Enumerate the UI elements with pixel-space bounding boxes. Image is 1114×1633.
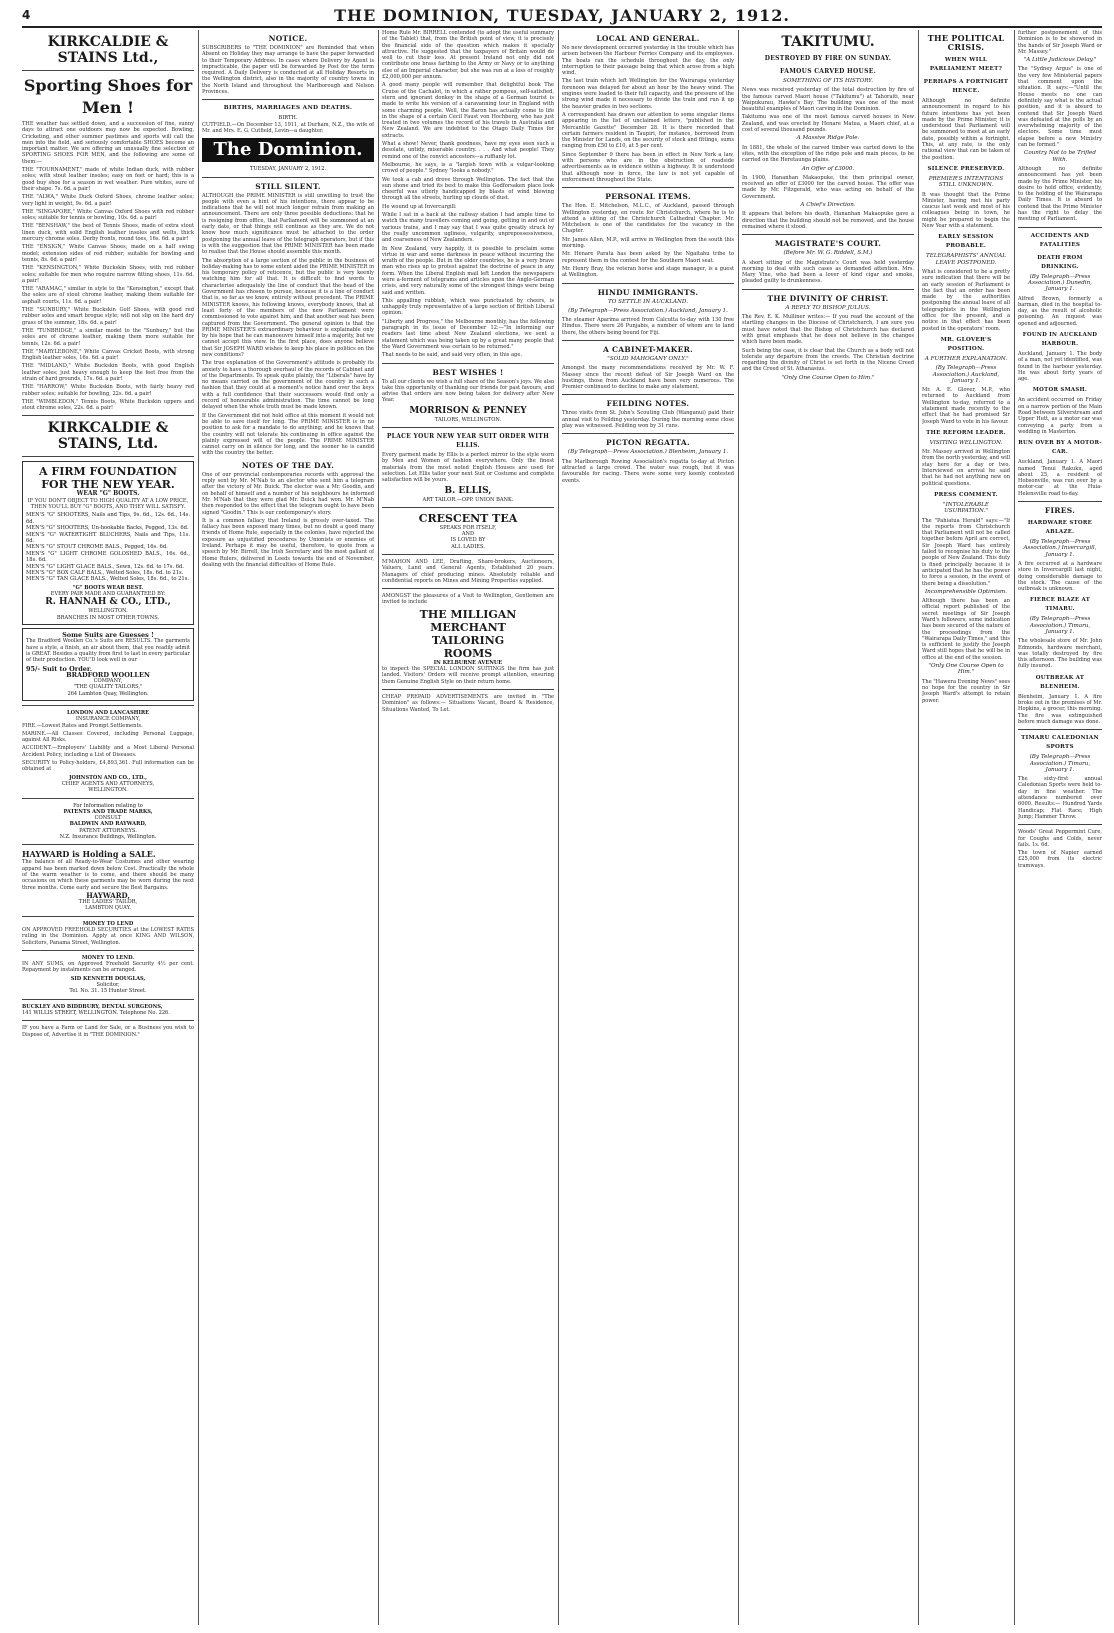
hannah-headline-2: FOR THE NEW YEAR.: [41, 478, 175, 492]
personal-paragraph: Mr. Henare Parata has been asked by the Ngaitahu tribe to represent them in the contest for the Southern Maori seat.: [562, 251, 734, 264]
local-paragraph: The last train which left Wellington for the Wairarapa yesterday forenoon was delayed for about an hour by the heavy wind. The engines were loaded to their full capacity, and the pressure of the strong wind made it necessary to divide the train and run it up the heavier grades in two sections.: [562, 78, 734, 110]
dominion-logo: The Dominion.: [202, 138, 374, 162]
boot-line: MEN'S "G" LIGHT CHROME GOLOSHED BALS., 16s. 6d., 18s. 6d.: [26, 550, 190, 564]
column-3: [382, 30, 554, 1625]
glover-sub: A FURTHER EXPLANATION.: [924, 355, 1008, 362]
milligan-line: THE MILLIGAN: [419, 607, 517, 621]
ad-item: THE "WIMBLEDON," Tennis Boots, White Buckskin uppers and stout chrome soles, 22s. 6d. a pair!: [22, 398, 194, 412]
patents-address: N.Z. Insurance Buildings, Wellington.: [59, 834, 157, 841]
blenheim-paragraph: Blenheim, January 1. A fire broke out in the premises of Mr. Hopkins, a grocer, this morning. The fire was extinguished before much damage was done.: [1018, 693, 1102, 725]
notes-heading: NOTES OF THE DAY.: [241, 460, 335, 470]
column-rule: [738, 30, 739, 1625]
insurance-city: WELLINGTON.: [88, 787, 128, 794]
only-heading: "Only One Course Open to Him.": [928, 663, 1004, 676]
takitumu-paragraph: News was received yesterday of the total destruction by fire of the famous carved Maori house ("Takitumu") at Tahoraiti, near Waipukurau, Hawke's Bay. The building was one of the most beautiful examples of Maori carving in the Dominion.: [742, 87, 914, 113]
ad-item: THE "TOURNAMENT," made of white Indian duck, with rubber soles; with stout leather insoles; easy on feet or hard; this is a good buy shoe for a season in wet weather. Pure whites, sure of their shape. 7s. 6d. a pair!: [22, 167, 194, 192]
morrison-sub: TAILORS, WELLINGTON.: [434, 416, 502, 423]
hardware-paragraph: A fire occurred at a hardware store in Invercargill last night, doing considerable damage to the stock. The cause of the outbreak is unknown.: [1018, 560, 1102, 593]
boot-line: MEN'S "G" WATERTIGHT BLUCHERS, Nails and Tips, 11s. 6d.: [26, 531, 190, 544]
editorial-heading: STILL SILENT.: [255, 181, 321, 191]
bradford-name: BRADFORD WOOLLEN: [66, 670, 150, 679]
column-1: [22, 30, 194, 1625]
incomp-heading: Incomprehensible Optimism.: [924, 588, 1008, 595]
hannah-guarantee: EVERY PAIR MADE AND GUARANTEED BY:: [50, 591, 166, 598]
hayward-body: The balance of all Ready-to-Wear Costumes and other wearing apparel has been marked down below Cost. Practically the whole of the warm weather is to come, and there should be many occasions on which these garments may be worn during the next three months. Come early and secure the Best Bargains.: [22, 859, 194, 891]
article-paragraph: Melbourne, he says, is a "largish town with a vulgar-looking crowd of people." Sydney "looks a nobody.": [382, 161, 554, 175]
early-heading: EARLY SESSION PROBABLE.: [938, 234, 994, 250]
ridge-paragraph: In 1881, the whole of the carved timber was carted down to the sites, with the exception of the ridge pole and main pieces, to be carried on the Heretaunga plains.: [742, 144, 914, 164]
insurance-accident: ACCIDENT.—Employers' Liability and a Most Liberal Personal Accident Policy, including a List of Diseases.: [22, 745, 194, 758]
bradford-company: COMPANY,: [93, 678, 123, 685]
fires-heading: FIRES.: [1044, 506, 1076, 516]
patents-firm: BALDWIN AND RAYWARD,: [69, 821, 147, 828]
hayward-address: LAMBTON QUAY.: [85, 905, 131, 912]
column-6: [922, 30, 1010, 1625]
crisis-subhead: Country Not to be Trifled With.: [1024, 150, 1096, 163]
milligan-line: MERCHANT: [430, 620, 506, 634]
hayward-name: HAYWARD,: [86, 890, 130, 900]
crisis-paragraph: Although no definite announcement in regard to his future intentions has yet been made by the Prime Minister, it is understood that Parliament will be summoned to meet at an early date, possibly within a fortnight. This, at any rate, is the only rational view that can be taken of the position.: [922, 98, 1010, 161]
column-5: [742, 30, 914, 1625]
notice-heading: NOTICE.: [268, 34, 308, 43]
cabinet-paragraph: Amongst the many recommendations received by Mr. W. F. Massey since the recent defeat of Sir Joseph Ward on the hustings, those from Auckland have been very numerous. The Premier continued to decline to make any statement.: [562, 365, 734, 391]
suits-body: The Bradford Woollen Co.'s Suits are RESULTS. The garments have a style, a finish, an air about them, that you readily admit is GREAT. Besides a quality from first to last in every particular of their production. YOU'D look well in our: [26, 638, 190, 664]
ad-item: THE "ALWA," White Duck Oxford Shoes, chrome leather soles; very light in weight, 9s. 6d. a pair!: [22, 194, 194, 207]
article-paragraph: What a show! Never, thank goodness, have my eyes seen such a desolate, untidy, miserable country. . . . And what people! They remind one of the convict ancestors—a ruffianly lot.: [382, 141, 554, 160]
hannah-ad: [22, 461, 194, 625]
article-paragraph: Home Rule Mr. BIRRELL contended (to adopt the useful summary of the Tablet) that, from the British point of view, it is precisely the financial side of the question which makes it specially attractive. He suggested that the taxpayers of Britain would do well to cut their loss. At present Ireland not only did not contribute one brass farthing to the Army or Navy or to anything else of an Imperial character, but she was run at a loss of roughly £2,000,000 per annum.: [382, 30, 554, 81]
column-rule: [1014, 30, 1015, 1625]
patents-role: PATENT ATTORNEYS.: [79, 827, 137, 834]
article-paragraph: That needs to be said, and said very often, in this age.: [382, 352, 522, 359]
mahon-ad: M'MAHON AND LEE, Drafting, Share-brokers, Auctioneers, Valuers, Land and General Agents, Established 20 years. Managers of chief producing mines. Absolutely reliable and confidential reports on Mines and Mining Properties supplied.: [382, 559, 554, 584]
births-heading: BIRTHS, MARRIAGES AND DEATHS.: [223, 105, 353, 112]
hayward-role: THE LADIES' TAILOR,: [78, 899, 138, 906]
leader-heading: THE REFORM LEADER.: [926, 429, 1006, 436]
divinity-paragraph: Such being the case, it is clear that the Church as a body will not tolerate any departure from the creeds. The Christian doctrine regarding the divinity of Christ is set forth in the Nicene Creed and the Creed of St. Athanasius.: [742, 347, 914, 373]
hindu-heading: HINDU IMMIGRANTS.: [597, 287, 699, 297]
ad-intro: THE weather has settled down, and a succession of fine, sunny days to attract one outdoors may now be expected. Bowling, Cricketing, and other summer pastimes and sports will call the men into the field, and seriously comfortable SHOES become an important matter. We are offering an unusually fine selection of SPORTING SHOES FOR MEN, and the following are some of them:—: [22, 121, 194, 165]
drink-paragraph: Alfred Brown, formerly a barman, died in the hospital to-day, as the result of alcoholic poisoning. An inquest was opened and adjourned.: [1018, 295, 1102, 327]
sports-paragraph: The sixty-first annual Caledonian Sports were held to-day in fine weather. The attendance numbered over 6000. Results:— Hundred Yards Handicap; Flat Race; High Jump; Hammer Throw.: [1018, 776, 1102, 820]
silence-paragraph: It was thought that the Prime Minister, having met his party caucus last week and most of his colleagues being in town, he might be prepared to begin the New Year with a statement.: [922, 191, 1010, 230]
notes-paragraph: It is a common fallacy that Ireland is grossly over-taxed. The fallacy has been exposed many times, but no doubt a good many friends of Home Rule, especially in the colonies, have rejected the exposure as unjustified procedures by Unionists or enemies of Ireland. Perhaps it may be useful, therefore, to quote from a speech by Mr. Birrell, the Irish Secretary and the most gallant of Home Rulers, delivered in Leeds towards the end of November, dealing with the financial difficulties of Home Rule.: [202, 517, 374, 568]
personal-paragraph: The Hon. E. Mitchelson, M.L.C., of Auckland, passed through Wellington yesterday, en route for Christchurch, where he is to attend a sitting of the Christchurch Cathedral Chapter. Mr. Mitchelson is one of the candidates for the vacancy in the Chapter.: [562, 203, 734, 235]
insurance-marine: MARINE.—All Classes Covered, including Personal Luggage, against All Risks.: [22, 730, 194, 744]
hindu-source: (By Telegraph—Press Association.) Auckland, January 1.: [568, 307, 728, 314]
ridge-heading: A Massive Ridge Pole.: [796, 135, 860, 142]
column-rule: [378, 30, 379, 1625]
money-body: ON APPROVED FREEHOLD SECURITIES at the LOWEST RATES ruling in the Dominion. Apply at once KING AND WILSON, Solicitors, Panama Street, Wellington.: [22, 927, 194, 946]
picton-paragraph: The Marlborough Rowing Association's regatta to-day at Picton attracted a large crowd. The water was rough, but it was favourable for racing. There were some very keenly contested events.: [562, 458, 734, 484]
birth-notice: CUTFIELD.—On December 13, 1911, at Durham, N.Z., the wife of Mr. and Mrs. E. G. Cutfield, Levin—a daughter.: [202, 121, 374, 134]
takitumu-sub: DESTROYED BY FIRE ON SUNDAY.: [764, 55, 892, 62]
feilding-paragraph: Three visits from St. John's Scouting Club (Wanganui) paid their annual visit to Feilding yesterday. During the morning some close play was witnessed. Feilding won by 31 runs.: [562, 410, 734, 430]
timaru-source: (By Telegraph—Press Association.) Timaru, January 1.: [1029, 616, 1091, 635]
column-rule: [198, 30, 199, 1625]
court-heading: MAGISTRATE'S COURT.: [774, 239, 882, 249]
patents-consult: CONSULT: [94, 815, 122, 822]
editorial-paragraph: The absorption of a large section of the public in the business of holiday-making has to some extent aided the PRIME MINISTER in his temporary policy of reticence, but the public is very keenly watching him for all that. It is difficult to find words to characterise adequately the line of conduct that the head of the Government has chosen to pursue, because it is a line of conduct that is, so far as we know, entirely without precedent. The PRIME MINISTER knows, his following knows, everybody knows, that at least forty of the members of the new Parliament were commissioned to vote against him, and that another seat has been captured from the Government. The general opinion is that the PRIME MINISTER'S extraordinary behaviour is explainable only by his hope that he can manoeuvre himself into a majority, but we cannot accept this view. In the first place, does anyone believe that Sir JOSEPH WARD wishes to keep his place in politics on the new conditions?: [202, 257, 374, 358]
boot-line: MEN'S "G" BOX CALF BALS., Welted Soles, 18s. 6d. to 21s.: [26, 570, 184, 577]
local-paragraph: A correspondent has drawn our attention to some singular items appearing in the list of unclaimed letters, "published in the Mercantile Gazette" December 28. It is there recorded that certain farmers resident in Taupiri, for instance, borrowed from the Minister for Lands, on the security of stock and fittings, sums ranging from £50 to £10, at 5 per cent.: [562, 111, 734, 150]
column-rule: [558, 30, 559, 1625]
masthead: [22, 4, 1102, 28]
crisis-continued: further postponement of this Dominion is to be showered in the hands of Sir Joseph Ward or Mr. Massey.": [1018, 30, 1102, 55]
buckley-address: 141 WILLIS STREET, WELLINGTON. Telephone No. 226.: [22, 1009, 170, 1016]
timaru-paragraph: The wholesale store of Mr. John Edmonds, hardware merchant, was totally destroyed by fire this afternoon. The building was fully insured.: [1018, 638, 1102, 670]
local-heading: LOCAL AND GENERAL.: [596, 34, 700, 43]
patents-info: For Information relating to: [73, 802, 143, 809]
local-paragraph: Since September 9 there has been in effect in New York a law, with persons who are in the obstruction of roadside advertisements as in evidence within a highway. It is understood that although now in force, the law is not yet capable of enforcement throughout the State.: [562, 151, 734, 183]
cheap-ad: CHEAP PREPAID ADVERTISEMENTS are invited in "The Dominion" as follows:— Situations Vacant, Board & Residence, Situations Wanted, To Let.: [382, 693, 554, 713]
article-paragraph: This appalling rubbish, which was punctuated by cheers, is unhappily truly representative of a large section of British Liberal opinion.: [382, 297, 554, 317]
crisis-headline: THE POLITICAL CRISIS.: [927, 33, 1005, 52]
advertiser-name: KIRKCALDIE & STAINS Ltd.,: [47, 34, 169, 66]
divinity-subhead: "Only One Course Open to Him.": [781, 374, 875, 381]
money2-body: IN ANY SUMS, on Approved Freehold Security 4½ per cent. Repayment by instalments can be arranged.: [22, 961, 194, 974]
article-paragraph: We took a cab and drove through Wellington. The fact that the sun shone and tried its best to make this Godforsaken place look cheerful was utterly handicapped by blasts of wind blowing through all the streets, hurling up clouds of dust.: [382, 176, 554, 202]
column-7: [1018, 30, 1102, 1625]
silence-heading: SILENCE PRESERVED.: [927, 165, 1005, 172]
hannah-blurb: IF YOU DON'T OBJECT TO HIGH QUALITY AT A LOW PRICE, THEN YOU'LL BUY "G" BOOTS, AND THEY WILL SATISFY.: [27, 497, 189, 511]
takitumu-headline: TAKITUMU.: [781, 34, 875, 50]
personal-paragraph: Mr. Henry Bray, the veteran horse and stage manager, is a guest at Wellington.: [562, 265, 734, 279]
crisis-subhead: "A Little Judicious Delay.": [1023, 57, 1097, 64]
woods-ad: Woods' Great Peppermint Cure, for Coughs and Colds, never fails. 1s. 6d.: [1018, 829, 1102, 848]
drink-heading: DEATH FROM DRINKING.: [1037, 254, 1083, 270]
bradford-address: 264 Lambton Quay, Wellington.: [67, 690, 149, 697]
insurance-sub: INSURANCE COMPANY,: [75, 716, 141, 723]
cabinet-sub: "SOLID MAHOGANY ONLY.": [607, 355, 689, 362]
early-paragraph: What is considered to be a pretty sure indication that there will be an early session of Parliament is the fact that an order has been made by the authorities postponing the annual leave of all telegraphists in the Wellington office for the present, and a notice in that effect has been posted in the operators' room.: [922, 268, 1010, 332]
crisis-continued: The "Sydney Argus" is one of the very few Ministerial papers that comment upon the situation. It says:—"Until the House meets no one can definitely say what is the actual position, and it is absurd to contend that Sir Joseph Ward was defeated at the polls by an overwhelming majority of the electors. Some time must elapse before a new Ministry can be formed.": [1018, 66, 1102, 149]
milligan-body: to inspect the SPECIAL LONDON SUITINGS the firm has just landed. Visitors' Orders will receive prompt attention, ensuring them Genuine English Style on their return home.: [382, 666, 554, 685]
notes-paragraph: One of our provincial contemporaries records with approval the reply sent by Mr. M'Nab to an elector who sent him a telegram after the victory of Mr. Buick. The elector was a Mr. Goodin, and on behalf of himself and a number of his neighbours he informed Mr. M'Nab that they were glad Mr. Buick had won. Mr. M'Nab then responded to the effect that the telegram ought to have been signed "Goodin." This is our contemporary's story.: [202, 471, 374, 516]
boot-line: MEN'S "G" SHOOTERS, Nails and Tips, 9s. 6d., 12s. 6d., 14s. 6d.: [26, 512, 190, 525]
ad-item: THE "TUNBRIDGE," a similar model to the "Sunbury," but the soles are of chrome leather, making them more suitable for tennis, 12s. 6d. a pair!: [22, 327, 194, 347]
tea-line: SPEAKS FOR ITSELF,: [439, 524, 497, 531]
hannah-branches: BRANCHES IN MOST OTHER TOWNS.: [56, 614, 160, 621]
crisis-sub: WHEN WILL PARLIAMENT MEET?: [929, 57, 1003, 72]
court-sub: (Before Mr. W. G. Riddell, S.M.): [783, 250, 873, 257]
insurance-chief: CHIEF AGENTS AND ATTORNEYS,: [61, 780, 155, 787]
suits-price: 95/- Suit to Order.: [26, 664, 92, 673]
drink-source: (By Telegraph—Press Association.) Dunedin, January 1.: [1028, 273, 1092, 293]
takitumu-paragraph: Takitumu was one of the most famous carved houses in New Zealand, and was erected by Henare Matua, a Maori chief, at a cost of several thousand pounds.: [742, 114, 914, 134]
personal-paragraph: Mr. James Allen, M.P., will arrive in Wellington from the south this morning.: [562, 236, 734, 250]
insurance-name: LONDON AND LANCASHIRE: [67, 709, 149, 716]
money2-headline: MONEY TO LEND.: [81, 954, 135, 961]
incomp-paragraph: Although there has been an official report published of the secret meetings of Sir Joseph Ward's followers, some indication has been secured of the nature of the proceedings from the "Wairarapa Daily Times," and this is sufficient to justify the Joseph Ward still hopes that he will be in office at the end of the session.: [922, 598, 1010, 661]
press-heading: PRESS COMMENT.: [934, 491, 998, 498]
ad-item: THE "ENSIGN," White Canvas Shoes, made on a half swing model; extension sides of red rubber; suitable for bowling and tennis, 8s. 6d. a pair!: [22, 244, 194, 263]
hardware-source: (By Telegraph—Press Association.) Invercargill, January 1.: [1023, 539, 1097, 558]
timaru-heading: FIERCE BLAZE AT TIMARU.: [1029, 597, 1091, 613]
sports-heading: TIMARU CALEDONIAN SPORTS: [1021, 735, 1099, 751]
picton-source: (By Telegraph—Press Association.) Blenheim, January 1.: [567, 449, 729, 456]
tea-heading: CRESCENT TEA: [418, 511, 518, 525]
hannah-company: R. HANNAH & CO., LTD.,: [45, 597, 171, 608]
best-wishes-text: To all our clients we wish a full share of the Season's joys. We also take this opportunity of thanking our friends for past favours, and advise that orders are now being taken for delivery after New Year.: [382, 378, 554, 404]
press-paragraph: The "Pahiatua Herald" says:—"If the reports from Christchurch that Parliament will not be called together before April are correct, Sir Joseph Ward has entirely failed to recognise his duty to the people of New Zealand. This duty is fixed principally because it is anticipated that he has the power to force a session, in the event of there being a dissolution.": [922, 517, 1010, 587]
boot-line: MEN'S "G" TAN GLACE BALS., Welted Soles, 18s. 6d., to 21s.: [26, 576, 190, 583]
boot-line: MEN'S "G" STOUT CHROME BALS., Pegged, 16s. 6d.: [26, 544, 168, 551]
ellis-address: ART TAILOR.—OPP. UNION BANK.: [422, 496, 514, 503]
bradford-tailors: "THE QUALITY TAILORS,": [73, 684, 143, 691]
harbour-paragraph: Auckland, January 1. The body of a man, not yet identified, was found in the harbour yesterday. He was about forty years of age.: [1018, 350, 1102, 383]
milligan-line: ROOMS: [443, 646, 493, 660]
article-paragraph: In New Zealand, very happily, it is possible to proclaim some virtue in war and some darkness in peace without incurring the wrath of the people. But in the older countries, he is a very brave man who rises up to protest against the doctrine of peace in any form. When the Liberal English mail left London the newspapers were a-ferment of telegrams and articles upon the Anglo-German crisis, and very naturally some of the strongest things were being said and written.: [382, 245, 554, 296]
ellis-heading: PLACE YOUR NEW YEAR SUIT ORDER WITH ELLIS.: [386, 433, 550, 450]
article-paragraph: A good many people will remember that delightful book The Cruise of the Cachalot, in which a rather pompous, self-satisfied, stern and ignorant donkey in the shape of a German tourist is made to write his version of a caravanning tour in England with some charming people. Well, the Baron has actually come to life in the shape of a certain Cecil Faust von Hochberg, who has just treated in two volumes the record of his travels in Australia and New Zealand. We are indebted to the Otago Daily Times for extracts.: [382, 82, 554, 139]
editorial-paragraph: If the Government did not hold office at this moment it would not be able to save itself for long. The PRIME MINISTER is in no position to ask for a mandate to do anything; and he knows that the country will not tolerate his continuing in office against the plainly expressed will of the people. The PRIME MINISTER cannot carry on in silence for long, and the sooner he is candid with the country the better.: [202, 412, 374, 457]
hayward-headline: HAYWARD is Holding a SALE.: [22, 849, 156, 860]
boot-line: MEN'S "G" LIGHT GLACE BALS., Sewn, 12s. 6d. to 17s. 6d.: [26, 563, 185, 570]
divinity-paragraph: The Rev. E. K. Mulliner writes:— If you read the account of the startling changes in the Diocese of Christchurch, I am sure you must have noted that the Bishop of Christchurch has declared with great emphasis that he does not believe in the changes which have been made.: [742, 314, 914, 346]
glover-heading: MR. GLOVER'S POSITION.: [940, 336, 992, 352]
leader-sub: VISITING WELLINGTON.: [929, 439, 1003, 446]
takitumu-sub: SOMETHING OF ITS HISTORY.: [782, 78, 873, 84]
divinity-heading: THE DIVINITY OF CHRIST.: [767, 293, 889, 303]
column-rule: [918, 30, 919, 1625]
feilding-heading: FEILDING NOTES.: [606, 399, 690, 409]
insurance-security: SECURITY to Policy-holders, £4,893,361. Full information can be obtained at: [22, 760, 194, 773]
motor-paragraph: An accident occurred on Friday on a narrow portion of the Main Road between Silverstream and Upper Hutt, as a motor car was conveying a party from a wedding in Masterton.: [1018, 397, 1102, 435]
accidents-heading: ACCIDENTS AND FATALITIES: [1030, 232, 1090, 248]
birth-label: BIRTH.: [278, 115, 298, 122]
tea-line: IS LOVED BY: [450, 537, 486, 544]
page-number: 4: [22, 8, 31, 22]
milligan-line: TAILORING: [431, 633, 505, 647]
press-sub: "INTOLERABLE USURPATION.": [943, 501, 989, 515]
hardware-heading: HARDWARE STORE ABLAZE.: [1027, 520, 1093, 536]
local-paragraph: No new development occurred yesterday in the trouble which has arisen between the Harbour Ferries Company and its employees. The boats ran the schedule throughout the day, the only interruption to their passage being that which arose from a high wind.: [562, 45, 734, 77]
buckley-headline: BUCKLEY AND BIDDBURY, DENTAL SURGEONS,: [22, 1003, 163, 1010]
ad-headline: Sporting Shoes for Men !: [23, 76, 193, 117]
only-paragraph: The "Hawera Evening News" sees no hope for the country in Sir Joseph Ward's attempt to retain power.: [922, 678, 1010, 704]
notice-text: SUBSCRIBERS to "THE DOMINION" are Reminded that when Absent on Holiday they may arrange to have the paper forwarded to their Temporary Address. In cases where Delivery by Agent is impracticable, the paper will be forwarded by Post for the term required. A Daily Delivery is conducted at all Holiday Resorts in the Wellington district, also in the majority of country towns in the North Island and throughout the Marlborough and Nelson Provinces.: [202, 45, 374, 96]
newspaper-title: THE DOMINION, TUESDAY, JANUARY 2, 1912.: [334, 5, 790, 25]
money2-role: Solicitor,: [96, 982, 120, 989]
hannah-city: WELLINGTON.: [88, 608, 128, 615]
sports-source: (By Telegraph—Press Association.) Timaru, January 1.: [1029, 754, 1091, 773]
motor-heading: MOTOR SMASH.: [1032, 387, 1088, 394]
morrison-name: MORRISON & PENNEY: [409, 405, 527, 416]
ad-item: THE "SUNBURY," White Buckskin Golf Shoes, with good red rubber soles and smart brogue style; will not slip on the hard dry grass of the summer, 18s. 6d. a pair!: [22, 307, 194, 326]
tea-line: AND: [461, 531, 475, 538]
chief-paragraph: It appears that before his death, Hananhan Makaopuke gave a direction that the building should not be removed, and the house remained where it stood.: [742, 211, 914, 230]
insurance-fire: FIRE.—Lowest Rates and Prompt Settlements.: [22, 722, 143, 729]
hannah-headline: A FIRM FOUNDATION: [39, 465, 177, 479]
cabinet-heading: A CABINET-MAKER.: [602, 344, 694, 354]
blenheim-heading: OUTBREAK AT BLENHEIM.: [1035, 674, 1085, 690]
article-paragraph: "Liberty and Progress," the Melbourne monthly, has the following paragraph in its issue of December 12:—"In informing our readers last time about New Zealand elections, we sent a statement which was being taken up by a great many people that the Ward Government was certain to be returned.": [382, 318, 554, 350]
money2-address: Tel. No. 31. 15 Hunter Street.: [69, 988, 147, 995]
ad-item: THE "ARAMAC," similar in style to the "Kensington," except that the soles are of stout chrome leather, making them suitable for asphalt courts, 11s. 6d. a pair!: [22, 286, 194, 305]
chief-heading: A Chief's Direction.: [800, 202, 856, 209]
crisis-sub: PERHAPS A FORTNIGHT HENCE.: [923, 79, 1009, 94]
advertiser-footer: KIRKCALDIE & STAINS, Ltd.: [47, 420, 169, 453]
boot-line: MEN'S "G" SHOOTERS, Un-hookable Backs, Pegged, 13s. 6d.: [26, 525, 189, 532]
silence-sub: PREMIER'S INTENTIONS STILL UNKNOWN.: [928, 175, 1004, 189]
glover-source: (By Telegraph—Press Association.) Auckland, January 1.: [932, 365, 1000, 384]
tea-line: ALL LADIES.: [451, 543, 485, 550]
takitumu-sub: FAMOUS CARVED HOUSE.: [780, 68, 876, 75]
ad-item: THE "SINGAPORE," White Canvas Oxford Shoes with red rubber soles; suitable for tennis or bowling, 10s. 6d. a pair!: [22, 208, 194, 222]
divinity-sub: A REPLY TO BISHOP JULIUS.: [785, 304, 871, 311]
hannah-wear: WEAR "G" BOOTS.: [76, 490, 140, 498]
hindu-paragraph: The steamer Aparima arrived from Calcutta to-day with 130 free Hindus. There were 26 Punjabis, a number of whom are to land there, the others being bound for Fiji.: [562, 317, 734, 336]
harbour-heading: FOUND IN AUCKLAND HARBOUR.: [1022, 331, 1098, 347]
money2-name: SID KENNETH DOUGLAS,: [70, 975, 146, 982]
leader-paragraph: Mr. Massey arrived in Wellington from the north yesterday, and will stay here for a day or two. Interviewed on arrival he said that he had not anything new on political questions.: [922, 449, 1010, 487]
early-sub: TELEGRAPHISTS' ANNUAL LEAVE POSTPONED.: [925, 253, 1007, 266]
ad-item: THE "KENSINGTON," White Buckskin Shoes, with red rubber soles; suitable for men who require narrow fitting shoes, 11s. 6d. a pair!: [22, 265, 194, 284]
crisis-continued: Although no definite announcement has yet been made by the Prime Minister, his desire to hold office, evidently, to the holding of the Wairarapa Daily Times. It is absurd to contend that the Prime Minister has the right to delay the meeting of Parliament.: [1018, 165, 1102, 223]
article-paragraph: He wound up at Invercargill:: [382, 203, 457, 210]
offer-heading: An Offer of £3000.: [801, 165, 855, 172]
column-2: [202, 30, 374, 1625]
article-paragraph: While I sat in a back at the railway station I had ample time to watch the many travellers coming and going, getting in and out of various trains, and I may say that I was quite greatly struck by the really uncommon ugliness, vulgarity, unprepossessiveness, and coarseness of New Zealanders.: [382, 212, 554, 244]
offer-paragraph: In 1900, Hananhan Makaopuke, the then principal owner, received an offer of £3000 for the carved house. The offer was made by Mr. Fitzgerald, who was acting on behalf of the Government.: [742, 174, 914, 200]
farm-ad: IF you have a Farm or Land for Sale, or a Business you wish to Dispose of, Advertise it in "THE DOMINION.": [22, 1025, 194, 1038]
ad-item: THE "MARYLEBONE," White Canvas Cricket Boots, with strong English leather soles, 16s. 6d. a pair!: [22, 348, 194, 362]
ellis-name: B. ELLIS,: [444, 485, 492, 496]
milligan-intro: AMONGST the pleasures of a Visit to Wellington, Gentlemen are invited to include: [382, 593, 554, 606]
money-headline: MONEY TO LEND: [82, 920, 134, 927]
ad-item: THE "MIDLAND," White Buckskin Boots, with good English leather soles; just heavy enough to keep the feet free from the strain of hard grounds, 17s. 6d. a pair!: [22, 363, 194, 382]
hannah-sold: "G" BOOTS WEAR BEST.: [72, 584, 144, 591]
run-paragraph: Auckland, January 1. A Maori named Tenui Rakuku, aged about 25, a resident of Hobsonville, was run over by a motor-car at the Huia-Helensville road to-day.: [1018, 459, 1102, 497]
personal-heading: PERSONAL ITEMS.: [605, 192, 691, 202]
run-heading: RUN OVER BY A MOTOR-CAR.: [1018, 440, 1102, 456]
bradford-ad: [22, 628, 194, 701]
patents-headline: PATENTS AND TRADE MARKS,: [63, 808, 153, 815]
best-wishes-heading: BEST WISHES !: [432, 367, 504, 377]
column-4: [562, 30, 734, 1625]
hindu-sub: TO SETTLE IN AUCKLAND.: [608, 298, 688, 305]
ad-item: THE "HARROW," White Buckskin Boots, with fairly heavy red rubber soles; suitable for bowling, 22s. 6d. a pair!: [22, 384, 194, 397]
court-paragraph: A short sitting of the Magistrate's Court was held yesterday morning to deal with such cases as demanded attention. Mrs. Mary Vine, who had been a lover of kind cigar and smoke, pleaded guilty to drunkenness.: [742, 259, 914, 285]
picton-heading: PICTON REGATTA.: [606, 438, 690, 448]
ad-item: THE "BENSHAW," the best of Tennis Shoes, made of extra stout linen duck, with solid English leather insoles and welts, thick mercury chrome soles. Derby fronts, round toes, 16s. 6d. a pair!: [22, 223, 194, 243]
milligan-address: IN KELBURNE AVENUE: [433, 659, 503, 666]
napier-note: The town of Napier earned £25,000 from its electric tramways.: [1018, 850, 1102, 869]
editorial-paragraph: ALTHOUGH the PRIME MINISTER is still unwilling to trust the people with even a hint of his intentions, there appear to be indications that he will not much longer refrain from making an announcement. There are only three possible deductions: that he is resigning from office, that Parliament will be summoned at an early date, or that things will continue as they are. We do not know how much significance must be attached to the order postponing the annual leave of the telegraph operators, but if this is with the suggestion that the PRIME MINISTER has been made to realise that the House should assemble this month.: [202, 192, 374, 256]
glover-paragraph: Mr. A. E. Glover, M.P., who returned to Auckland from Wellington to-day, referred to a statement made recently to the effect that he had promised Sir Joseph Ward to vote in his favour.: [922, 387, 1010, 425]
editorial-date: TUESDAY, JANUARY 2, 1912.: [249, 166, 327, 173]
editorial-paragraph: The true explanation of the Government's attitude is probably its anxiety to have a thorough overhaul of the records of Cabinet and of the Departments. To speak quite plainly, the "Liberals" have by no means carried on the government of the country in such a fashion that they could at a moment's notice hand over the keys with a full confidence that their successors would find only a record of honourable administration. The time cannot be long delayed when the whole truth must be made known.: [202, 360, 374, 411]
insurance-agents: JOHNSTON AND CO., LTD.,: [69, 774, 147, 781]
ellis-text: Every garment made by Ellis is a perfect mirror to the style worn by Men and Women of fashion everywhere. Only the finest materials from the most noted English Houses are used for selection. Let Ellis tailor your next Suit or Costume and complete satisfaction will be yours.: [382, 452, 554, 484]
suits-headline: Some Suits are Guesses !: [62, 631, 154, 640]
